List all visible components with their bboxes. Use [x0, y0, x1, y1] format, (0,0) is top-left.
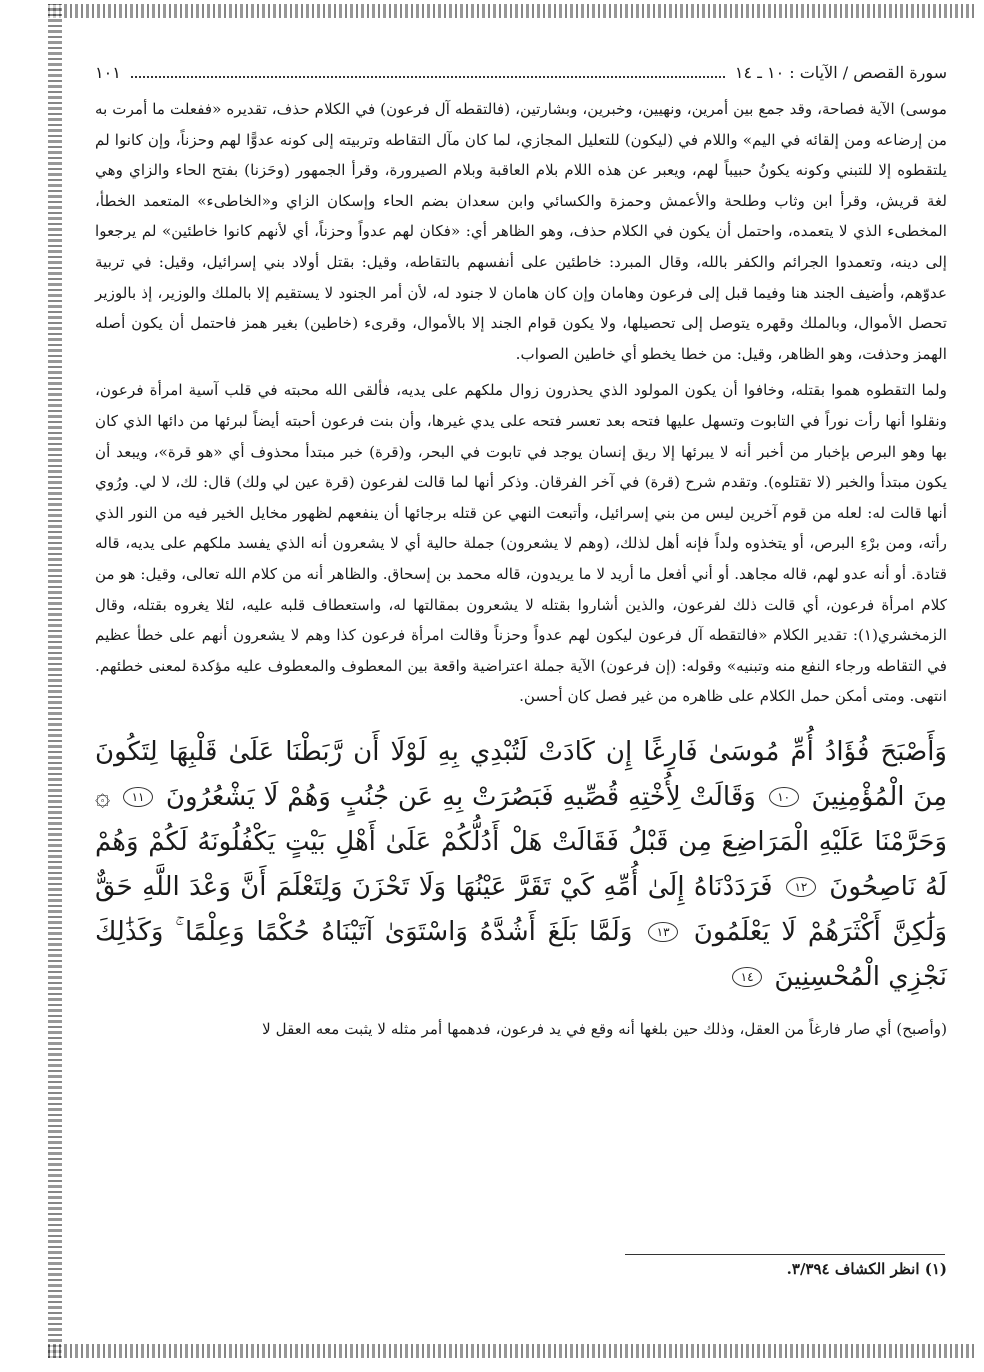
commentary-continuation: (وأصبح) أي صار فارغاً من العقل، وذلك حين بلغها أنه وقع في يد فرعون، فدهمها أمر مثله لا يثبت معه العقل لا	[262, 1019, 947, 1038]
footnote: (١) انظر الكشاف ٣/٣٩٤.	[786, 1260, 947, 1278]
page-border-left	[48, 4, 62, 1358]
verse-text: وَقَالَتْ لِأُخْتِهِ قُصِّيهِ فَبَصُرَتْ بِهِ عَن جُنُبٍ وَهُمْ لَا يَشْعُرُونَ	[165, 781, 756, 812]
page-body	[95, 60, 947, 1059]
page-border-top	[48, 4, 974, 18]
verse-text: ۞ وَحَرَّمْنَا عَلَيْهِ الْمَرَاضِعَ مِن قَبْلُ فَقَالَتْ هَلْ أَدُلُّكُمْ عَلَىٰ أَهْلِ بَيْتٍ يَكْفُلُونَهُ لَكُمْ وَهُمْ لَهُ نَاصِحُونَ	[95, 781, 948, 902]
footnote-rule	[625, 1254, 945, 1255]
commentary-paragraph: موسى) الآية فصاحة، وقد جمع بين أمرين، ونهيين، وخبرين، وبشارتين، (فالتقطه آل فرعون) في الكلام حذف، تقديره «ففعلت ما أمرت به من إرضاعه ومن إلقائه في اليم» واللام في (ليكون) للتعليل المجازي، لما كان مآل التقاطه وتربيته إلى كونه عدوًّا لهم وحزناً، وإن كانوا لم يلتقطوه إلا للتبني وكونه يكونُ حبيباً لهم، ويعبر عن هذه اللام بلام العاقبة وبلام الصيرورة، وقرأ الجمهور (وحَزنا) بفتح الحاء والزاي وهي لغة قريش، وقرأ ابن وثاب وطلحة والأعمش وحمزة والكسائي وابن سعدان بضم الحاء وإسكان الزاي و«الخاطىء» المتعمد الخطأ، المخطىء الذي لا يتعمده، واحتمل أن يكون في الكلام حذف، وهو الظاهر أي: «فكان لهم عدواً وحزناً، أي لأنهم كانوا خاطئين» لم يرجعوا إلى دينه، وتعمدوا الجرائم والكفر بالله، وقال المبرد: خاطئين على أنفسهم بالتقاطه، وقيل: بقتل أولاد بني إسرائيل، وقيل: في تربية عدوّهم، وأضيف الجند هنا وفيما قبل إلى فرعون وهامان وإن كان هامان لا جنود له، لأن أمر الجنود لا يستقيم إلا بالملك والوزير، إذ بالوزير تحصل الأموال، وبالملك وقهره يتوصل إلى تحصيلها، ولا يكون قوام الجند إلا بالأموال، وقرىء (خاطين) بغير همز فاحتمل أن يكون أصله الهمز وحذفت، وهو الظاهر، وقيل: من خطا يخطو أي خاطين الصواب.	[95, 100, 947, 363]
verse-number: ١٠	[769, 787, 799, 807]
verse-text: وَلَمَّا بَلَغَ أَشُدَّهُ وَاسْتَوَىٰ آتَيْنَاهُ حُكْمًا وَعِلْمًا ۚ وَكَذَٰلِكَ نَجْزِي الْمُحْسِنِينَ	[95, 916, 947, 992]
verse-number: ١٣	[648, 922, 678, 942]
verse-number: ١١	[123, 787, 153, 807]
page-border-bottom	[48, 1344, 974, 1358]
running-header	[95, 60, 947, 88]
verse-number: ١٤	[732, 967, 762, 987]
verse-text: وَأَصْبَحَ فُؤَادُ أُمِّ مُوسَىٰ فَارِغًا إِن كَادَتْ لَتُبْدِي بِهِ لَوْلَا أَن رَّبَطْنَا عَلَىٰ قَلْبِهَا لِتَكُونَ مِنَ الْمُؤْمِنِينَ	[95, 736, 948, 812]
commentary-paragraph: ولما التقطوه هموا بقتله، وخافوا أن يكون المولود الذي يحذرون زوال ملكهم على يديه، فألقى الله محبته في قلب آسية امرأة فرعون، ونقلوا أنها رأت نوراً في التابوت وتسهل عليها فتحه بعد تعسر فتحه على يدي غيرها، وأن بنت فرعون أحبته أيضاً لبرئها من دائها الذي كان بها وهو البرص بإخبار من أخبر أنه لا يبرئها إلا ريق إنسان يوجد في تابوت في البحر، و(قرة) خبر مبتدأ محذوف أي «هو قرة»، ويبعد أن يكون مبتدأ والخبر (لا تقتلوه). وتقدم شرح (قرة) في آخر الفرقان. وذكر أنها لما قالت لفرعون (قرة عين لي ولك) قال: لك، لا لي. ورُوي أنها قالت له: لعله من قوم آخرين ليس من بني إسرائيل، وأتبعت النهي عن قتله برجائها أن ينفعهم لظهور مخايل الخير فيه من النور الذي رأته، ومن برْءِ البرص، أو يتخذوه ولداً فإنه أهل لذلك، (وهم لا يشعرون) جملة حالية أي لا يشعرون أنه الذي يفسد ملكهم على يديه، قاله قتادة. أو أنه عدو لهم، قاله مجاهد. أو أني أفعل ما أريد لا ما يريدون، قاله محمد بن إسحاق. والظاهر أنه من كلام الله تعالى، وقيل: هو من كلام امرأة فرعون، أي قالت ذلك لفرعون، والذين أشاروا بقتله لا يشعرون بمقالتها له، واستعطاف قلبه عليه، لئلا يغروه بقتله، وقال الزمخشري(١): تقدير الكلام «فالتقطه آل فرعون ليكون لهم عدواً وحزناً وقالت امرأة فرعون كذا وهم لا يشعرون أنهم على خطأ عظيم في التقاطه ورجاء النفع منه وتبنيه» وقوله: (إن فرعون) الآية جملة اعتراضية واقعة بين المعطوف والمعطوف عليه مؤكدة لمعنى خطئهم. انتهى. ومتى أمكن حمل الكلام على ظاهره من غير فصل كان أحسن.	[95, 381, 947, 706]
verse-text: فَرَدَدْنَاهُ إِلَىٰ أُمِّهِ كَيْ تَقَرَّ عَيْنُهَا وَلَا تَحْزَنَ وَلِتَعْلَمَ أَنَّ وَعْدَ اللَّهِ حَقٌّ وَلَٰكِنَّ أَكْثَرَهُمْ لَا يَعْلَمُونَ	[95, 871, 948, 947]
page-number: ١٠١	[95, 63, 121, 82]
verse-number: ١٢	[786, 877, 816, 897]
header-title: سورة القصص / الآيات : ١٠ ـ ١٤	[734, 63, 947, 82]
quran-verses-block	[95, 730, 947, 1000]
header-dotted-leader	[131, 76, 725, 78]
